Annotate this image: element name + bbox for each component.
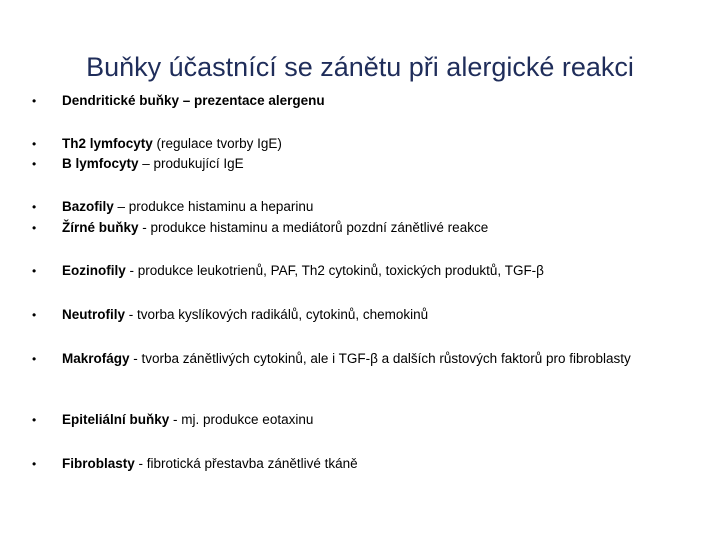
list-item-text <box>62 92 702 110</box>
list-item-text <box>62 262 702 280</box>
list-item-term: Eozinofily <box>62 263 126 278</box>
list-item-desc: - fibrotická přestavba zánětlivé tkáně <box>134 456 358 471</box>
bullet: • <box>32 137 37 151</box>
list-item-text <box>62 455 702 473</box>
list-item-term: Žírné buňky <box>62 220 139 235</box>
list-item-desc: - produkce leukotrienů, PAF, Th2 cytokinů, toxických produktů, TGF-β <box>125 263 544 278</box>
bullet: • <box>32 457 37 471</box>
list-item-term: B lymfocyty <box>62 156 139 171</box>
list-item-desc: - tvorba kyslíkových radikálů, cytokinů, chemokinů <box>125 307 429 322</box>
list-item-term: Th2 lymfocyty <box>62 136 153 151</box>
bullet: • <box>32 352 37 366</box>
list-item-text <box>62 198 702 216</box>
list-item-desc: – produkce histaminu a heparinu <box>113 199 314 214</box>
bullet: • <box>32 200 37 214</box>
list-item-text <box>62 155 702 173</box>
list-item-term: Dendritické buňky – prezentace alergenu <box>62 93 325 108</box>
list-item-text <box>62 135 702 153</box>
list-item-text <box>62 350 702 368</box>
list-item-term: Neutrofily <box>62 307 126 322</box>
list-item-term: Fibroblasty <box>62 456 135 471</box>
bullet: • <box>32 221 37 235</box>
list-item-term: Makrofágy <box>62 351 130 366</box>
list-item-desc: (regulace tvorby IgE) <box>152 136 282 151</box>
list-item-desc: - produkce histaminu a mediátorů pozdní zánětlivé reakce <box>138 220 489 235</box>
list-item-term: Bazofily <box>62 199 114 214</box>
bullet: • <box>32 264 37 278</box>
bullet: • <box>32 157 37 171</box>
list-item-text <box>62 219 702 237</box>
list-item-desc: - tvorba zánětlivých cytokinů, ale i TGF-β a dalších růstových faktorů pro fibroblasty <box>129 351 631 366</box>
bullet: • <box>32 94 37 108</box>
list-item-desc: – produkující IgE <box>138 156 244 171</box>
bullet: • <box>32 413 37 427</box>
list-item-desc: - mj. produkce eotaxinu <box>169 412 314 427</box>
bullet: • <box>32 308 37 322</box>
slide-title: Buňky účastnící se zánětu při alergické reakci <box>86 52 634 82</box>
list-item-text <box>62 411 702 429</box>
list-item-text <box>62 306 702 324</box>
list-item-term: Epiteliální buňky <box>62 412 170 427</box>
